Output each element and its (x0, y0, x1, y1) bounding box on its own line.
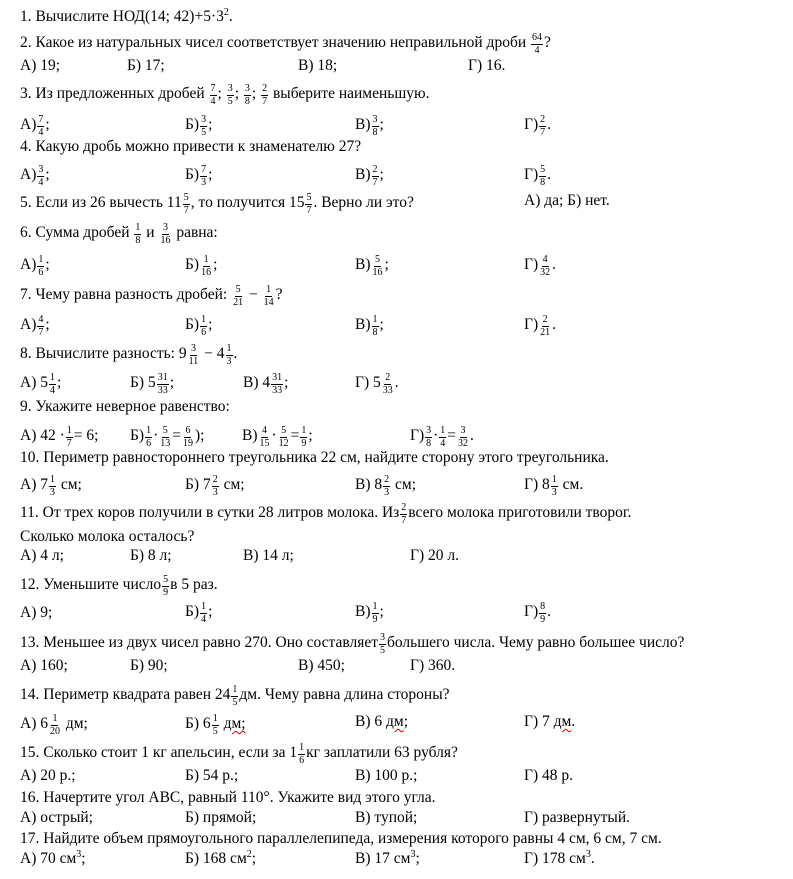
fraction: $\frac{1}{6}$ (201, 314, 207, 338)
q3-option-d: Г) $\frac{2}{7}$ . (524, 114, 551, 138)
q11-option-a: А) 4 л; (20, 547, 64, 564)
q16-option-d: Г) развернутый. (524, 809, 631, 826)
fraction: $\frac{1}{6}$ (146, 425, 152, 449)
q10-option-d: Г) 8 $\frac{1}{3}$ см. (524, 474, 584, 498)
q9-option-a: А) 42 · $\frac{1}{7}$ = 6; (20, 425, 99, 449)
q9-option-b: Б) $\frac{1}{6}$ · $\frac{5}{13}$ = $\frac{6}{19}$ ); (130, 425, 205, 449)
fraction: $\frac{2}{33}$ (382, 372, 393, 396)
question-13: 13. Меньшее из двух чисел равно 270. Оно составляет $\frac{3}{5}$ большего числа. Чему равно большее число? (20, 632, 685, 656)
q17-option-b: Б) 168 $см^2$; (185, 849, 257, 867)
q17-option-d: Г) 178 $см^3$. (524, 849, 595, 867)
q12-option-d: Г) $\frac{8}{9}$ . (524, 601, 551, 625)
fraction: $\frac{1}{3}$ (551, 474, 557, 498)
fraction: $\frac{1}{3}$ (226, 343, 232, 367)
fraction: $\frac{5}{7}$ (183, 192, 189, 216)
q13-option-a: А) 160; (20, 657, 68, 674)
fraction: $\frac{31}{33}$ (157, 372, 168, 396)
fraction: $\frac{5}{9}$ (163, 574, 169, 598)
fraction: $\frac{1}{3}$ (49, 474, 55, 498)
fraction: $\frac{3}{11}$ (188, 343, 199, 367)
question-8: 8. Вычислите разность: 9 $\frac{3}{11}$ − 4 $\frac{1}{3}$ . (20, 343, 238, 367)
q12-option-a: А) 9; (20, 604, 53, 621)
fraction: $\frac{2}{7}$ (540, 114, 546, 138)
fraction: $\frac{2}{7}$ (372, 164, 378, 188)
q12-option-c: В) $\frac{1}{9}$ ; (355, 601, 384, 625)
fraction: $\frac{1}{8}$ (135, 222, 141, 246)
q8-option-a: А) 5 $\frac{1}{4}$ ; (20, 372, 62, 396)
q7-option-b: Б) $\frac{1}{6}$ ; (185, 314, 213, 338)
fraction: $\frac{2}{7}$ (262, 83, 268, 107)
fraction: $\frac{1}{4}$ (201, 601, 207, 625)
q2-option-a: А) 19; (20, 57, 61, 74)
fraction: $\frac{5}{8}$ (540, 164, 546, 188)
fraction: $\frac{1}{9}$ (301, 425, 307, 449)
fraction: $\frac{1}{4}$ (440, 425, 446, 449)
q7-option-c: В) $\frac{1}{8}$ ; (355, 314, 384, 338)
fraction: $\frac{5}{13}$ (160, 425, 171, 449)
fraction: $\frac{1}{6}$ (299, 742, 305, 766)
q11-option-c: В) 14 л; (243, 547, 294, 564)
q11-option-b: Б) 8 л; (130, 547, 172, 564)
q9-option-d: Г) $\frac{3}{8}$ · $\frac{1}{4}$ = $\frac{3}{32}$ . (410, 425, 474, 449)
fraction: $\frac{3}{8}$ (426, 425, 432, 449)
fraction: $\frac{2}{7}$ (401, 502, 407, 526)
question-4: 4. Какую дробь можно привести к знаменателю 27? (20, 138, 362, 155)
fraction: $\frac{64}{4}$ (532, 32, 542, 56)
q3-option-b: Б) $\frac{3}{5}$ ; (185, 114, 213, 138)
q3-option-a: А) $\frac{7}{4}$ ; (20, 114, 50, 138)
q2-option-b: Б) 17; (127, 57, 165, 74)
question-10: 10. Периметр равностороннего треугольника 22 см, найдите сторону этого треугольника. (20, 449, 609, 466)
question-16: 16. Начертите угол АВС, равный 110°. Укажите вид этого угла. (20, 789, 436, 806)
q8-option-d: Г) 5 $\frac{2}{33}$ . (355, 372, 399, 396)
fraction: $\frac{3}{5}$ (379, 632, 385, 656)
question-11: 11. От трех коров получили в сутки 28 литров молока. Из $\frac{2}{7}$ всего молока приготовили творог. (20, 502, 632, 526)
q2-option-d: Г) 16. (468, 57, 506, 74)
q13-option-c: В) 450; (298, 657, 345, 674)
fraction: $\frac{1}{16}$ (201, 254, 212, 278)
fraction: $\frac{5}{21}$ (233, 284, 244, 308)
fraction: $\frac{1}{8}$ (372, 314, 378, 338)
question-9: 9. Укажите неверное равенство: (20, 398, 230, 415)
fraction: $\frac{3}{5}$ (227, 83, 233, 107)
fraction: $\frac{4}{7}$ (38, 314, 44, 338)
q7-option-a: А) $\frac{4}{7}$ ; (20, 314, 50, 338)
q14-option-d: Г) 7 дм. (524, 713, 576, 730)
fraction: $\frac{3}{8}$ (372, 114, 378, 138)
fraction: $\frac{7}{3}$ (201, 164, 207, 188)
fraction: $\frac{1}{9}$ (372, 601, 378, 625)
fraction: $\frac{1}{5}$ (212, 713, 218, 737)
q6-option-a: А) $\frac{1}{6}$ ; (20, 254, 50, 278)
q10-option-c: В) 8 $\frac{2}{3}$ см; (355, 474, 416, 498)
question-11-cont: Сколько молока осталось? (20, 528, 195, 545)
question-6: 6. Сумма дробей $\frac{1}{8}$ и $\frac{3}{16}$ равна: (20, 222, 218, 246)
fraction: $\frac{31}{33}$ (272, 372, 283, 396)
fraction: $\frac{1}{4}$ (49, 372, 55, 396)
q4-option-d: Г) $\frac{5}{8}$ . (524, 164, 551, 188)
fraction: $\frac{2}{3}$ (384, 474, 390, 498)
q3-option-c: В) $\frac{3}{8}$ ; (355, 114, 384, 138)
q16-option-c: В) тупой; (355, 809, 418, 826)
question-12: 12. Уменьшите число $\frac{5}{9}$ в 5 раз. (20, 574, 218, 598)
fraction: $\frac{4}{32}$ (540, 254, 551, 278)
q13-option-b: Б) 90; (130, 657, 168, 674)
question-14: 14. Периметр квадрата равен 24 $\frac{1}{5}$ дм. Чему равна длина стороны? (20, 684, 450, 708)
q6-option-b: Б) $\frac{1}{16}$ ; (185, 254, 218, 278)
q17-option-a: А) 70 $см^3$; (20, 849, 86, 867)
q10-option-b: Б) 7 $\frac{2}{3}$ см; (185, 474, 245, 498)
fraction: $\frac{5}{7}$ (306, 192, 312, 216)
q16-option-b: Б) прямой; (185, 809, 257, 826)
q14-option-a: А) 6 $\frac{1}{20}$ дм; (20, 713, 88, 737)
q4-option-c: В) $\frac{2}{7}$ ; (355, 164, 384, 188)
fraction: $\frac{8}{9}$ (540, 601, 546, 625)
fraction: $\frac{2}{21}$ (540, 314, 551, 338)
q2-option-c: В) 18; (298, 57, 338, 74)
question-5: 5. Если из 26 вычесть 11 $\frac{5}{7}$ , то получится 15 $\frac{5}{7}$ . Верно ли это? (20, 192, 414, 216)
fraction: $\frac{1}{14}$ (263, 284, 274, 308)
fraction: $\frac{3}{32}$ (458, 425, 469, 449)
fraction: $\frac{1}{5}$ (232, 684, 238, 708)
fraction: $\frac{3}{5}$ (201, 114, 207, 138)
q7-option-d: Г) $\frac{2}{21}$ . (524, 314, 556, 338)
q13-option-d: Г) 360. (410, 657, 456, 674)
q14-option-b: Б) 6 $\frac{1}{5}$ дм; (185, 713, 246, 737)
q4-option-a: А) $\frac{3}{4}$ ; (20, 164, 50, 188)
fraction: $\frac{7}{4}$ (38, 114, 44, 138)
fraction: $\frac{3}{16}$ (160, 222, 171, 246)
fraction: $\frac{6}{19}$ (182, 425, 193, 449)
question-2: 2. Какое из натуральных чисел соответствует значению неправильной дроби $\frac{64}{4}$ ? (20, 32, 551, 56)
question-17: 17. Найдите объем прямоугольного параллелепипеда, измерения которого равны 4 см, 6 см, 7 см. (20, 830, 662, 847)
q15-option-d: Г) 48 р. (524, 767, 573, 784)
q8-option-c: В) 4 $\frac{31}{33}$ ; (243, 372, 289, 396)
q14-option-c: В) 6 дм; (355, 713, 409, 730)
q4-option-b: Б) $\frac{7}{3}$ ; (185, 164, 213, 188)
q6-option-d: Г) $\frac{4}{32}$ . (524, 254, 556, 278)
question-15: 15. Сколько стоит 1 кг апельсин, если за 1 $\frac{1}{6}$ кг заплатили 63 рубля? (20, 742, 458, 766)
q15-option-a: А) 20 р.; (20, 767, 76, 784)
question-3: 3. Из предложенных дробей $\frac{7}{4}$ ; $\frac{3}{5}$ ; $\frac{3}{8}$ ; $\frac{2}{7}$ выберите наименьшую. (20, 83, 430, 107)
fraction: $\frac{5}{16}$ (372, 254, 383, 278)
fraction: $\frac{1}{7}$ (66, 425, 72, 449)
q9-option-c: В) $\frac{4}{15}$ · $\frac{5}{12}$ = $\frac{1}{9}$ ; (242, 425, 313, 449)
q10-option-a: А) 7 $\frac{1}{3}$ см; (20, 474, 82, 498)
fraction: $\frac{1}{6}$ (38, 254, 44, 278)
q8-option-b: Б) 5 $\frac{31}{33}$ ; (130, 372, 174, 396)
question-1: 1. Вычислите НОД(14; $42)+5\cdot 3^2$. (20, 7, 233, 25)
q6-option-c: В) $\frac{5}{16}$ ; (355, 254, 389, 278)
q16-option-a: А) острый; (20, 809, 93, 826)
fraction: $\frac{4}{15}$ (259, 425, 270, 449)
fraction: $\frac{7}{4}$ (210, 83, 216, 107)
fraction: $\frac{1}{20}$ (49, 713, 60, 737)
question-7: 7. Чему равна разность дробей: $\frac{5}{21}$ − $\frac{1}{14}$ ? (20, 284, 283, 308)
q12-option-b: Б) $\frac{1}{4}$ ; (185, 601, 213, 625)
q15-option-c: В) 100 р.; (355, 767, 418, 784)
fraction: $\frac{2}{3}$ (212, 474, 218, 498)
fraction: $\frac{5}{12}$ (278, 425, 289, 449)
q17-option-c: В) 17 $см^3$; (355, 849, 420, 867)
q11-option-d: Г) 20 л. (410, 547, 459, 564)
q15-option-b: Б) 54 р.; (185, 767, 239, 784)
q5-options: А) да; Б) нет. (524, 192, 610, 209)
fraction: $\frac{3}{4}$ (38, 164, 44, 188)
fraction: $\frac{3}{8}$ (244, 83, 250, 107)
